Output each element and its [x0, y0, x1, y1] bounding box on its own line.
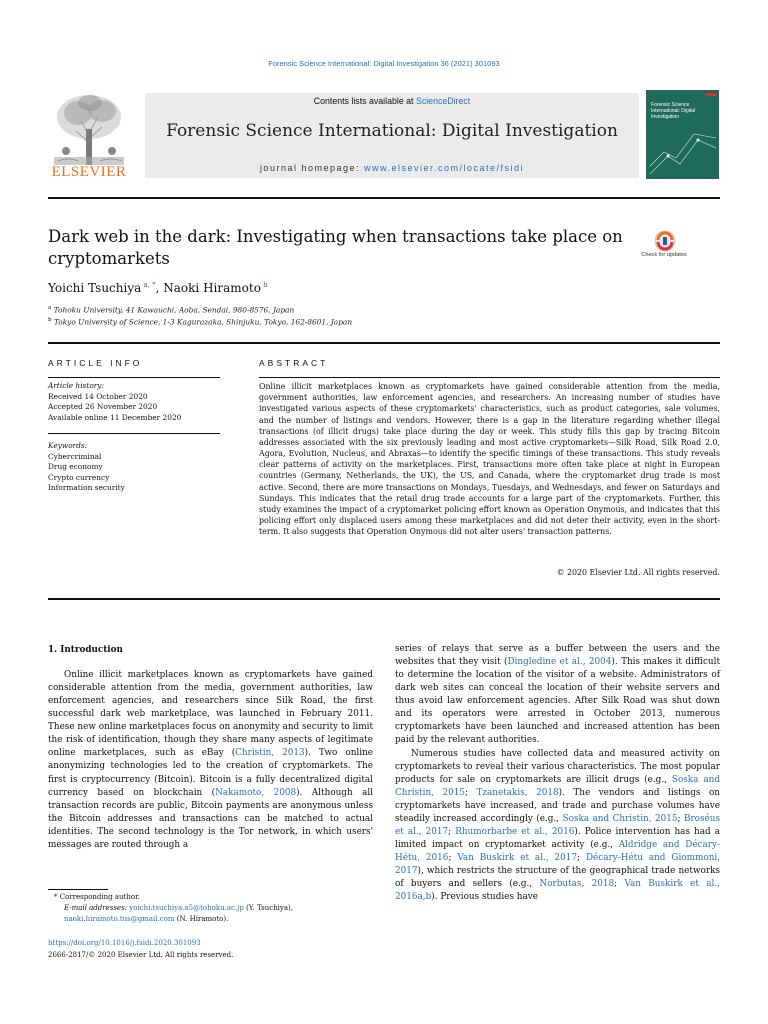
sciencedirect-link[interactable]: ScienceDirect [415, 96, 471, 106]
journal-cover-thumbnail[interactable] [646, 90, 719, 179]
contents-prefix: Contents lists available at [313, 96, 416, 106]
abstract-text: Online illicit marketplaces known as cryptomarkets have gained considerable attention from the media, government authorities, law enforcement agencies, and researchers. An increasing number of studies have investigated various aspects of these cryptomarkets' characteristics, such as product categories, sale volumes, and the number of listings and vendors. However, there is a gap in the literature regarding whether illegal transactions (of illicit drugs) take place during the day or week. This study fills this gap by tracing Bitcoin addresses associated with the six previously leading and most active cryptomarkets—Silk Road, Silk Road 2.0, Agora, Evolution, Nucleus, and Abraxas—to identify the specific timings of these transactions. This study reveals clear patterns of activity on the marketplaces. First, transactions more often take place at night in European countries (Germany, Netherlands, the UK), the US, and Canada, where the cryptomarket drug trade is most active. Second, there are more transactions on Mondays, Tuesdays, and Wednesdays, and fewer on Saturdays and Sundays. This indicates that the retail drug trade accounts for a large part of the cryptomarkets. Further, this study examines the impact of a cryptomarket policing effort known as Operation Onymous, and indicates that this policing effort only displaced users among these marketplaces and did not deter their activity, even in the short-term. It also suggests that Operation Onymous did not alter users' transaction patterns. [259, 382, 720, 537]
abstract-heading: ABSTRACT [259, 358, 329, 368]
corresponding-author-note: * Corresponding author. [54, 893, 140, 901]
homepage-prefix: journal homepage: [259, 163, 364, 173]
journal-title: Forensic Science International: Digital Investigation [166, 121, 618, 141]
citation-link[interactable]: Dingledine et al., 2004 [507, 657, 612, 668]
text-run: ). This makes it difficult to determine the location of the visitor of a website. Administrators of dark web sites can conceal the location of their website servers and thus avoid law enforcement agencies. After Silk Road was shut down and its operators were arrested in October 2013, numerous cryptomarkets have been launched and increased attention has been paid by the relevant authorities. [395, 657, 721, 746]
author-list [48, 281, 268, 295]
text-run: ). Police intervention has had a limited impact on cryptomarket activity (e.g., [395, 826, 721, 850]
paper-title: Dark web in the dark: Investigating when transactions take place on cryptomarkets [48, 227, 623, 268]
citation-link[interactable]: Rhumorbarbe et al., 2016 [455, 826, 575, 837]
affiliation-marker: a [48, 305, 52, 311]
affiliation [48, 317, 352, 326]
history-label: Article history: [48, 381, 104, 390]
text-run: ; [677, 813, 684, 824]
cover-mark [705, 93, 717, 96]
text-run: ). Although all transaction records are public, Bitcoin payments are anonymous unless the Bitcoin addresses and transactions can be matched to actual identities. The second technology is the Tor network, in which users' messages are routed through a [48, 787, 374, 850]
cover-title: Forensic Science International: Digital Investigation [651, 102, 696, 120]
doi-link[interactable]: https://doi.org/10.1016/j.fsidi.2020.301093 [48, 939, 201, 947]
author-separator: , [155, 281, 164, 295]
affiliation-text: Tohoku University, 41 Kawauchi, Aoba, Sendai, 980-8576, Japan [53, 305, 295, 315]
info-rule [48, 433, 220, 434]
header-divider [48, 197, 720, 199]
journal-masthead [145, 93, 639, 178]
affiliation [48, 305, 294, 314]
cover-art [646, 126, 719, 179]
history-online: Available online 11 December 2020 [48, 412, 182, 422]
keywords-label: Keywords: [48, 441, 88, 450]
journal-homepage [145, 163, 639, 173]
email-footnote [48, 903, 378, 925]
citation-link[interactable]: Soska and Christin, 2015 [395, 774, 720, 798]
author-name[interactable]: Naoki Hiramoto [163, 281, 261, 295]
citation-link[interactable]: Aldridge and Décary-Hétu, 2016 [395, 839, 720, 863]
section-heading: 1. Introduction [48, 645, 123, 655]
affiliation-marker: b [48, 317, 52, 323]
keyword: Crypto currency [48, 472, 110, 482]
left-column [48, 669, 373, 852]
text-run: ). Previous studies have [431, 892, 539, 903]
body-paragraph [48, 669, 373, 852]
footnote-rule [48, 889, 108, 890]
citation-link[interactable]: Van Buskirk et al., 2017 [457, 853, 578, 863]
citation-link[interactable]: Décary-Hétu and Giommoni, 2017 [395, 853, 721, 877]
citation-link[interactable]: Broséus et al., 2017 [395, 813, 721, 837]
text-run: ; [448, 853, 458, 863]
citation-link[interactable]: Christin, 2013 [235, 748, 305, 759]
article-info-heading: ARTICLE INFO [48, 358, 143, 368]
text-run: ). The vendors and listings on cryptomarkets have increased, and trade and purchase volumes have steadily increased accordingly (e.g., [395, 787, 720, 824]
journal-citation[interactable]: Forensic Science International: Digital Investigation 36 (2021) 301093 [268, 59, 500, 68]
right-column [395, 643, 720, 904]
author-affiliation-marker[interactable]: a, * [143, 281, 156, 289]
email-owner: (N. Hiramoto). [174, 915, 229, 923]
text-run: Online illicit marketplaces known as cryptomarkets have gained considerable attention from the media, government authorities, law enforcement agencies, and researchers since Silk Road, the first successful dark web marketplace, was launched in February 2011. These new online marketplaces focus on anonymity and security to limit the risk of identification, though they share many aspects of legitimate online marketplaces, such as eBay ( [48, 670, 373, 759]
citation-link[interactable]: Tzanetakis, 2018 [476, 787, 559, 798]
author-affiliation-marker[interactable]: b [263, 281, 268, 289]
text-run: ; [577, 853, 586, 863]
abstract-divider [48, 598, 720, 600]
text-run: ; [448, 826, 456, 837]
journal-header [48, 85, 720, 181]
body-paragraph [395, 748, 720, 905]
body-paragraph [395, 643, 720, 748]
check-for-updates-label[interactable]: Check for updates [641, 252, 687, 258]
email-label: E-mail addresses: [64, 904, 130, 912]
keyword: Cybercriminal [48, 451, 102, 461]
title-divider [48, 342, 720, 344]
email-link[interactable]: yoichi.tsuchiya.a5@tohoku.ac.jp [129, 904, 244, 912]
info-rule [48, 377, 220, 378]
contents-availability [145, 96, 639, 106]
text-run: ; [464, 787, 477, 798]
abstract-rule [259, 377, 720, 378]
text-run: Numerous studies have collected data and measured activity on cryptomarkets to reveal their various characteristics. The most popular products for sale on cryptomarkets are illicit drugs (e.g., [395, 748, 720, 785]
homepage-link[interactable]: www.elsevier.com/locate/fsidi [364, 163, 525, 173]
email-link[interactable]: naoki.hiramoto.tus@gmail.com [64, 915, 175, 923]
text-run: ), which restricts the structure of the geographical trade networks of buyers and sellers (e.g., [395, 866, 720, 890]
keywords [48, 441, 220, 494]
citation-link[interactable]: Norbutas, 2018 [539, 879, 615, 890]
affiliation-text: Tokyo University of Science, 1-3 Kagurazaka, Shinjuku, Tokyo, 162-8601, Japan [53, 317, 353, 327]
text-run: ; [614, 879, 625, 890]
history-accepted: Accepted 26 November 2020 [48, 402, 158, 412]
keyword: Drug economy [48, 462, 103, 472]
author-name[interactable]: Yoichi Tsuchiya [48, 281, 142, 295]
citation-link[interactable]: Van Buskirk et al., 2016a,b [395, 879, 720, 903]
check-for-updates-icon[interactable] [645, 229, 685, 267]
citation-link[interactable]: Soska and Christin, 2015 [562, 813, 678, 824]
text-run: series of relays that serve as a buffer between the users and the websites that they visit ( [395, 644, 720, 668]
elsevier-wordmark: ELSEVIER [51, 164, 127, 180]
abstract-copyright: © 2020 Elsevier Ltd. All rights reserved. [556, 568, 720, 577]
citation-link[interactable]: Nakamoto, 2008 [215, 787, 297, 798]
keyword: Information security [48, 483, 125, 493]
issn-copyright: 2666-2817/© 2020 Elsevier Ltd. All rights reserved. [48, 951, 234, 959]
text-run: ). Two online anonymizing technologies led to the creation of cryptomarkets. The first is cryptocurrency (Bitcoin). Bitcoin is a fully decentralized digital currency based on blockchain ( [48, 748, 373, 798]
email-owner: (Y. Tsuchiya), [243, 904, 293, 912]
article-history [48, 381, 220, 423]
history-received: Received 14 October 2020 [48, 391, 148, 401]
